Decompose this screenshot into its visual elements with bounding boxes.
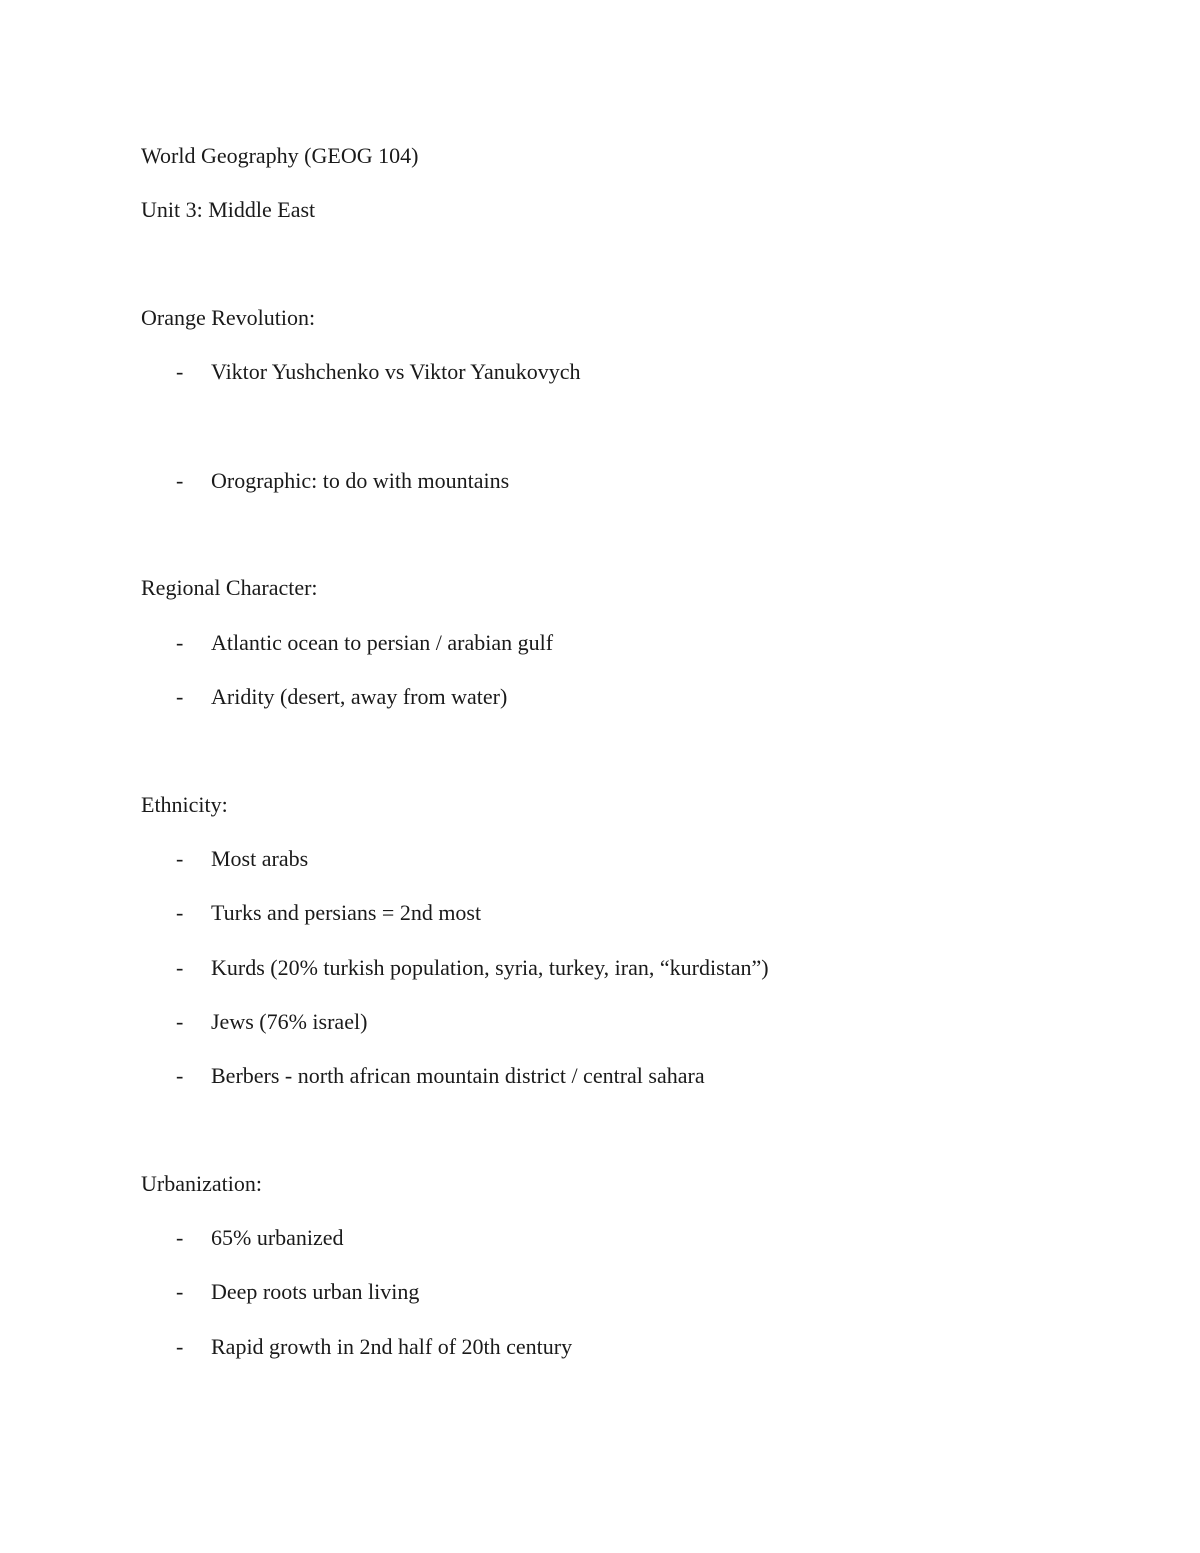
list-item: Aridity (desert, away from water) (211, 684, 508, 709)
section-heading-urbanization: Urbanization: (141, 1171, 262, 1196)
list-item: Turks and persians = 2nd most (211, 900, 482, 925)
bullet-marker: - (176, 846, 184, 871)
list-item: Viktor Yushchenko vs Viktor Yanukovych (211, 359, 581, 384)
bullet-marker: - (176, 1225, 184, 1250)
bullet-marker: - (176, 684, 184, 709)
list-item: Rapid growth in 2nd half of 20th century (211, 1334, 573, 1359)
bullet-marker: - (176, 1334, 184, 1359)
section-heading-regional-character: Regional Character: (141, 575, 318, 600)
course-title: World Geography (GEOG 104) (141, 143, 419, 168)
list-item: 65% urbanized (211, 1225, 344, 1250)
bullet-marker: - (176, 468, 184, 493)
bullet-marker: - (176, 1063, 184, 1088)
list-item: Berbers - north african mountain district / central sahara (211, 1063, 705, 1088)
bullet-marker: - (176, 900, 184, 925)
list-item: Kurds (20% turkish population, syria, turkey, iran, “kurdistan”) (211, 955, 769, 980)
bullet-marker: - (176, 359, 184, 384)
list-item: Most arabs (211, 846, 309, 871)
section-heading-ethnicity: Ethnicity: (141, 792, 228, 817)
bullet-marker: - (176, 955, 184, 980)
list-item: Jews (76% israel) (211, 1009, 368, 1034)
list-item: Deep roots urban living (211, 1279, 420, 1304)
bullet-marker: - (176, 630, 184, 655)
bullet-marker: - (176, 1009, 184, 1034)
list-item: Orographic: to do with mountains (211, 468, 510, 493)
bullet-marker: - (176, 1279, 184, 1304)
unit-title: Unit 3: Middle East (141, 197, 316, 222)
section-heading-orange-revolution: Orange Revolution: (141, 305, 316, 330)
list-item: Atlantic ocean to persian / arabian gulf (211, 630, 554, 655)
